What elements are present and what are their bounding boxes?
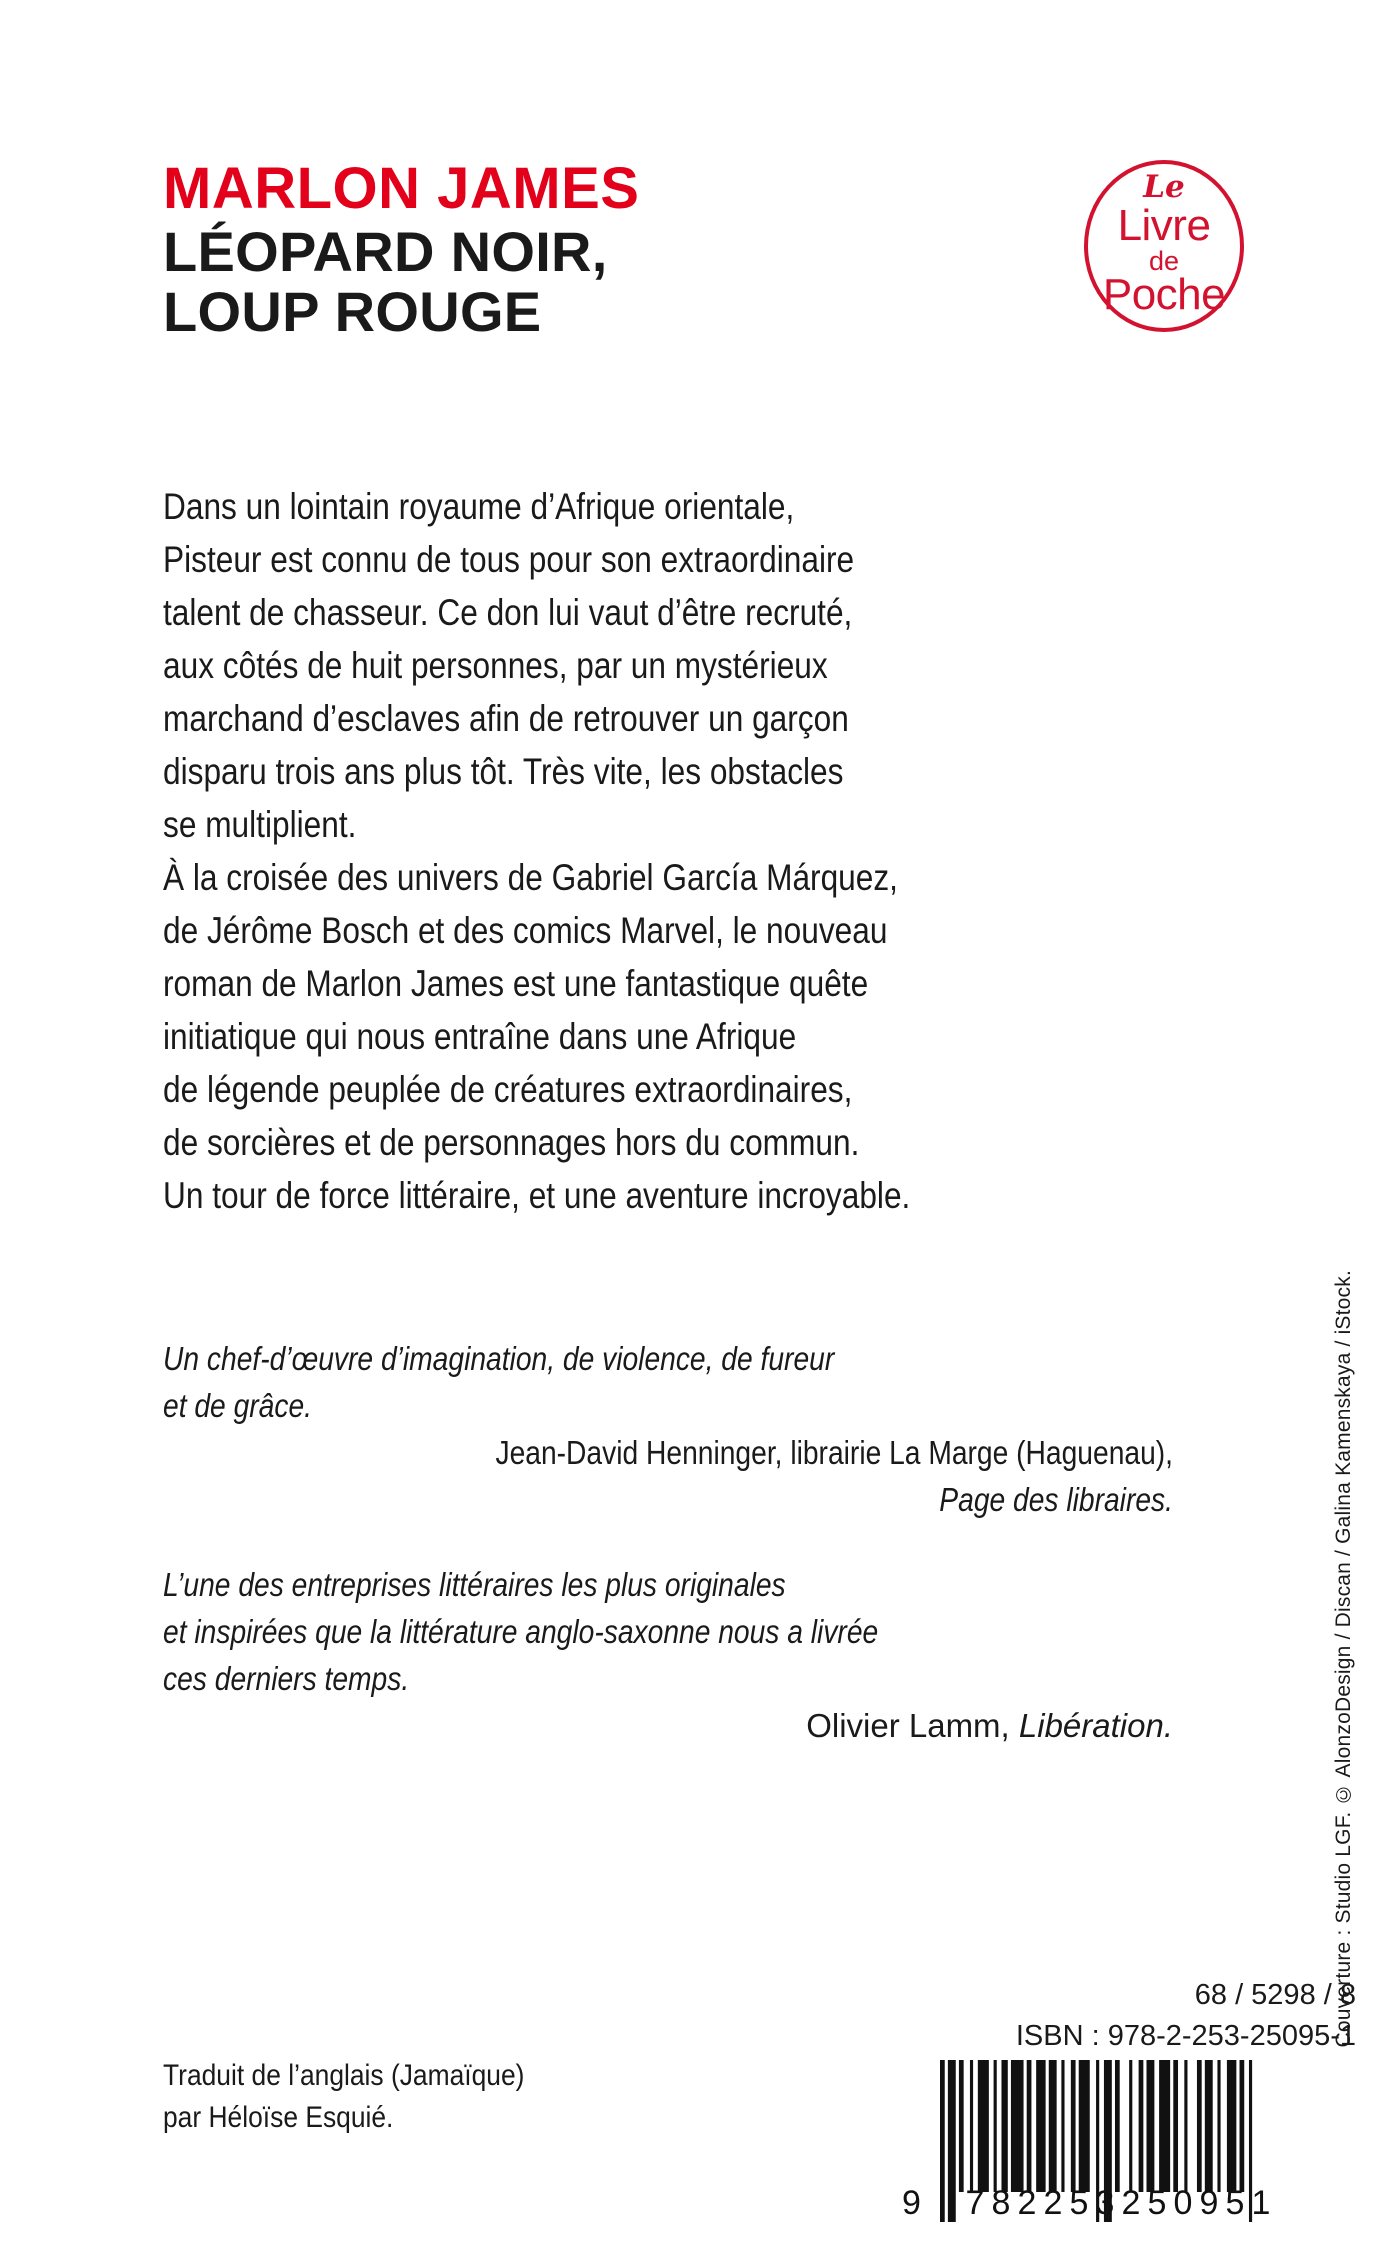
press-quotes xyxy=(163,1335,1173,1787)
blurb-line: disparu trois ans plus tôt. Très vite, les obstacles xyxy=(163,751,844,792)
barcode-digit: 0 xyxy=(1173,2184,1193,2222)
book-title-line-2: LOUP ROUGE xyxy=(163,280,542,344)
blurb-line: À la croisée des univers de Gabriel García Márquez, xyxy=(163,857,898,898)
cover-credit: Couverture : Studio LGF. © AlonzoDesign / Discan / Galina Kamenskaya / iStock. xyxy=(1332,1270,1355,2048)
blurb-line: Pisteur est connu de tous pour son extraordinaire xyxy=(163,539,855,580)
catalog-code: 68 / 5298 / 8 xyxy=(1194,1979,1356,2011)
translator-line-2: par Héloïse Esquié. xyxy=(163,2101,394,2134)
blurb-line: de Jérôme Bosch et des comics Marvel, le nouveau xyxy=(163,910,888,951)
blurb-line: Un tour de force littéraire, et une aventure incroyable. xyxy=(163,1175,911,1216)
blurb-text xyxy=(163,480,1173,1222)
blurb-line: de sorcières et de personnages hors du commun. xyxy=(163,1122,860,1163)
barcode-digit: 5 xyxy=(1069,2184,1089,2222)
barcode-group-left xyxy=(962,2186,1118,2220)
logo-text-poche: Poche xyxy=(1102,270,1226,319)
quote-block xyxy=(163,1335,1173,1523)
barcode-digit: 5 xyxy=(1147,2184,1167,2222)
barcode-digit: 2 xyxy=(1017,2184,1037,2222)
quote-attribution xyxy=(309,1476,1173,1523)
quote-line: L’une des entreprises littéraires les plus originales xyxy=(163,1566,786,1603)
translator-line-1: Traduit de l’anglais (Jamaïque) xyxy=(163,2059,525,2092)
blurb-line: initiatique qui nous entraîne dans une Afrique xyxy=(163,1016,797,1057)
blurb-line: aux côtés de huit personnes, par un mystérieux xyxy=(163,645,828,686)
quote-source: Libération. xyxy=(1018,1707,1173,1744)
quote-line: ces derniers temps. xyxy=(163,1660,410,1697)
quote-source: Page des libraires. xyxy=(939,1481,1173,1518)
blurb-line: Dans un lointain royaume d’Afrique orientale, xyxy=(163,486,795,527)
publisher-logo xyxy=(1084,160,1244,332)
barcode-digit: 2 xyxy=(1121,2184,1141,2222)
isbn-code: ISBN : 978-2-253-25095-1 xyxy=(1015,2020,1356,2052)
blurb-line: talent de chasseur. Ce don lui vaut d’être recruté, xyxy=(163,592,853,633)
author-name: MARLON JAMES xyxy=(163,156,640,221)
quote-line: et de grâce. xyxy=(163,1387,313,1424)
barcode-digit: 7 xyxy=(965,2184,985,2222)
barcode-digit: 3 xyxy=(1095,2184,1115,2222)
barcode-digit: 1 xyxy=(1251,2184,1271,2222)
barcode-digit: 9 xyxy=(1199,2184,1219,2222)
book-title xyxy=(163,222,993,343)
logo-text-le: Le xyxy=(1143,169,1185,205)
blurb-line: se multiplient. xyxy=(163,804,357,845)
quote-line: et inspirées que la littérature anglo-saxonne nous a livrée xyxy=(163,1613,879,1650)
header-block xyxy=(163,156,993,344)
barcode-digit: 2 xyxy=(1043,2184,1063,2222)
isbn-barcode xyxy=(902,2060,1271,2222)
quote-attribution: Jean-David Henninger, librairie La Marge (Haguenau), xyxy=(495,1434,1173,1471)
quote-attribution: Olivier Lamm, Libération. xyxy=(806,1707,1173,1744)
blurb-line: marchand d’esclaves afin de retrouver un garçon xyxy=(163,698,849,739)
footer-codes xyxy=(1016,1975,1356,2057)
barcode-digits xyxy=(962,2184,1271,2222)
logo-text-de: de xyxy=(1148,246,1180,276)
book-title-line-1: LÉOPARD NOIR, xyxy=(163,220,608,283)
barcode-lead-digit: 9 xyxy=(902,2184,921,2222)
blurb-line: roman de Marlon James est une fantastique quête xyxy=(163,963,869,1004)
blurb-line: de légende peuplée de créatures extraordinaires, xyxy=(163,1069,853,1110)
translator-credit xyxy=(163,2055,763,2139)
quote-block xyxy=(163,1561,1173,1749)
barcode-digit: 8 xyxy=(991,2184,1011,2222)
barcode-group-right xyxy=(1118,2186,1274,2220)
barcode-digit: 5 xyxy=(1225,2184,1245,2222)
quote-line: Un chef-d’œuvre d’imagination, de violence, de fureur xyxy=(163,1340,835,1377)
logo-text-livre: Livre xyxy=(1117,201,1211,250)
